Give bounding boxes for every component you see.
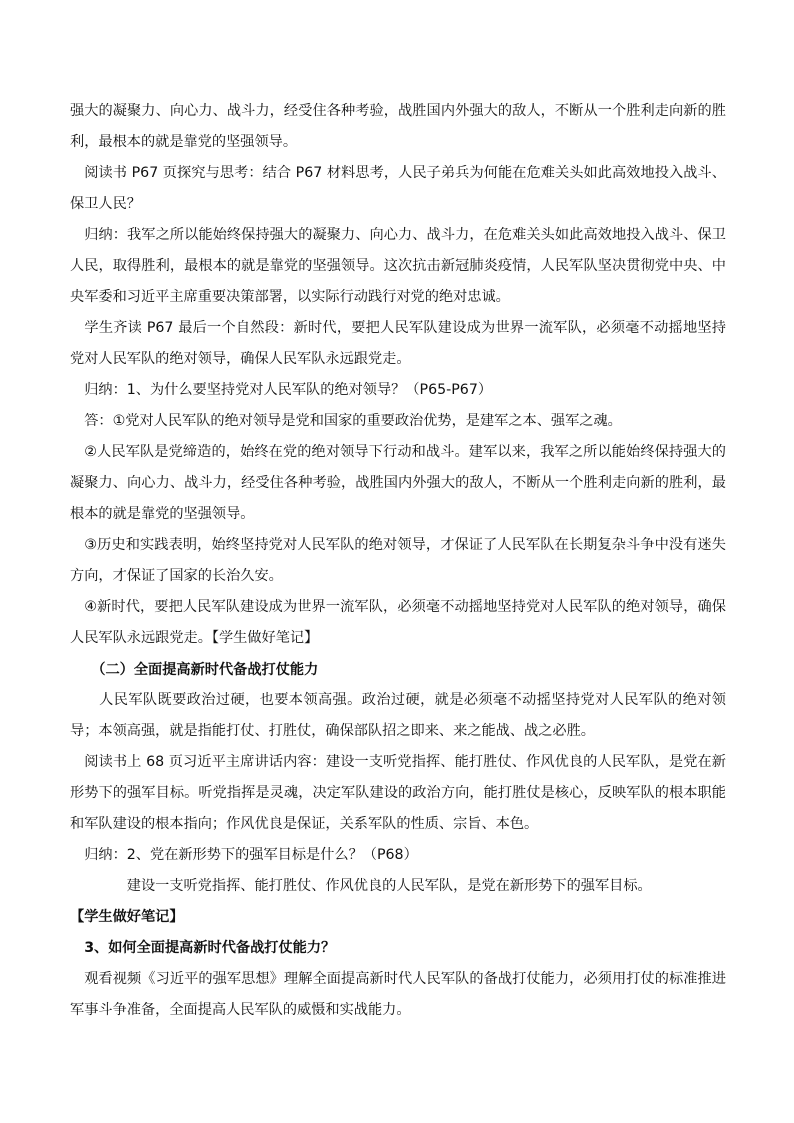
paragraph-summary-leadership: 归纳：我军之所以能始终保持强大的凝聚力、向心力、战斗力，在危难关头如此高效地投入战斗、保卫人民，取得胜利，最根本的就是靠党的坚强领导。这次抗击新冠肺炎疫情，人民军队坚决贯彻党中央、中央军委和习近平主席重要决策部署，以实际行动践行对党的绝对忠诚。 <box>70 227 726 305</box>
paragraph-answer-2: ②人民军队是党缔造的，始终在党的绝对领导下行动和战斗。建军以来，我军之所以能始终保持强大的凝聚力、向心力、战斗力，经受住各种考验，战胜国内外强大的敌人，不断从一个胜利走向新的胜利，最根本的就是靠党的坚强领导。 <box>70 444 726 522</box>
note-reminder: 【学生做好笔记】 <box>70 909 184 925</box>
paragraph-read-aloud: 学生齐读 P67 最后一个自然段：新时代，要把人民军队建设成为世界一流军队，必须毫不动摇地坚持党对人民军队的绝对领导，确保人民军队永远跟党走。 <box>70 320 726 367</box>
paragraph-reading-p68: 阅读书上 68 页习近平主席讲话内容：建设一支听党指挥、能打胜仗、作风优良的人民军队，是党在新形势下的强军目标。听党指挥是灵魂，决定军队建设的政治方向，能打胜仗是核心，反映军队的根本职能和军队建设的根本指向；作风优良是保证，关系军队的性质、宗旨、本色。 <box>70 754 726 832</box>
question-heading-3: 3、如何全面提高新时代备战打仗能力？ <box>70 940 336 956</box>
paragraph-video: 观看视频《习近平的强军思想》理解全面提高新时代人民军队的备战打仗能力，必须用打仗的标准推进军事斗争准备，全面提高人民军队的威慑和实战能力。 <box>70 971 726 1018</box>
paragraph-answer-1: 答：①党对人民军队的绝对领导是党和国家的重要政治优势，是建军之本、强军之魂。 <box>70 413 622 429</box>
section-heading: （二）全面提高新时代备战打仗能力 <box>70 662 319 678</box>
paragraph-political-ability: 人民军队既要政治过硬，也要本领高强。政治过硬，就是必须毫不动摇坚持党对人民军队的绝对领导；本领高强，就是指能打仗、打胜仗，确保部队招之即来、来之能战、战之必胜。 <box>70 692 726 739</box>
paragraph-answer-4: ④新时代，要把人民军队建设成为世界一流军队，必须毫不动摇地坚持党对人民军队的绝对领导，确保人民军队永远跟党走。【学生做好笔记】 <box>70 599 726 646</box>
paragraph-answer-3: ③历史和实践表明，始终坚持党对人民军队的绝对领导，才保证了人民军队在长期复杂斗争中没有迷失方向，才保证了国家的长治久安。 <box>70 537 726 584</box>
paragraph-reading-p67: 阅读书 P67 页探究与思考：结合 P67 材料思考，人民子弟兵为何能在危难关头如此高效地投入战斗、保卫人民？ <box>70 165 726 212</box>
paragraph-cohesion-continuation: 强大的凝聚力、向心力、战斗力，经受住各种考验，战胜国内外强大的敌人，不断从一个胜利走向新的胜利，最根本的就是靠党的坚强领导。 <box>70 103 726 150</box>
paragraph-strong-army-goal: 建设一支听党指挥、能打胜仗、作风优良的人民军队，是党在新形势下的强军目标。 <box>70 878 652 894</box>
paragraph-question-1: 归纳：1、为什么要坚持党对人民军队的绝对领导？（P65-P67） <box>70 382 493 398</box>
paragraph-question-2: 归纳：2、党在新形势下的强军目标是什么？（P68） <box>70 847 418 863</box>
